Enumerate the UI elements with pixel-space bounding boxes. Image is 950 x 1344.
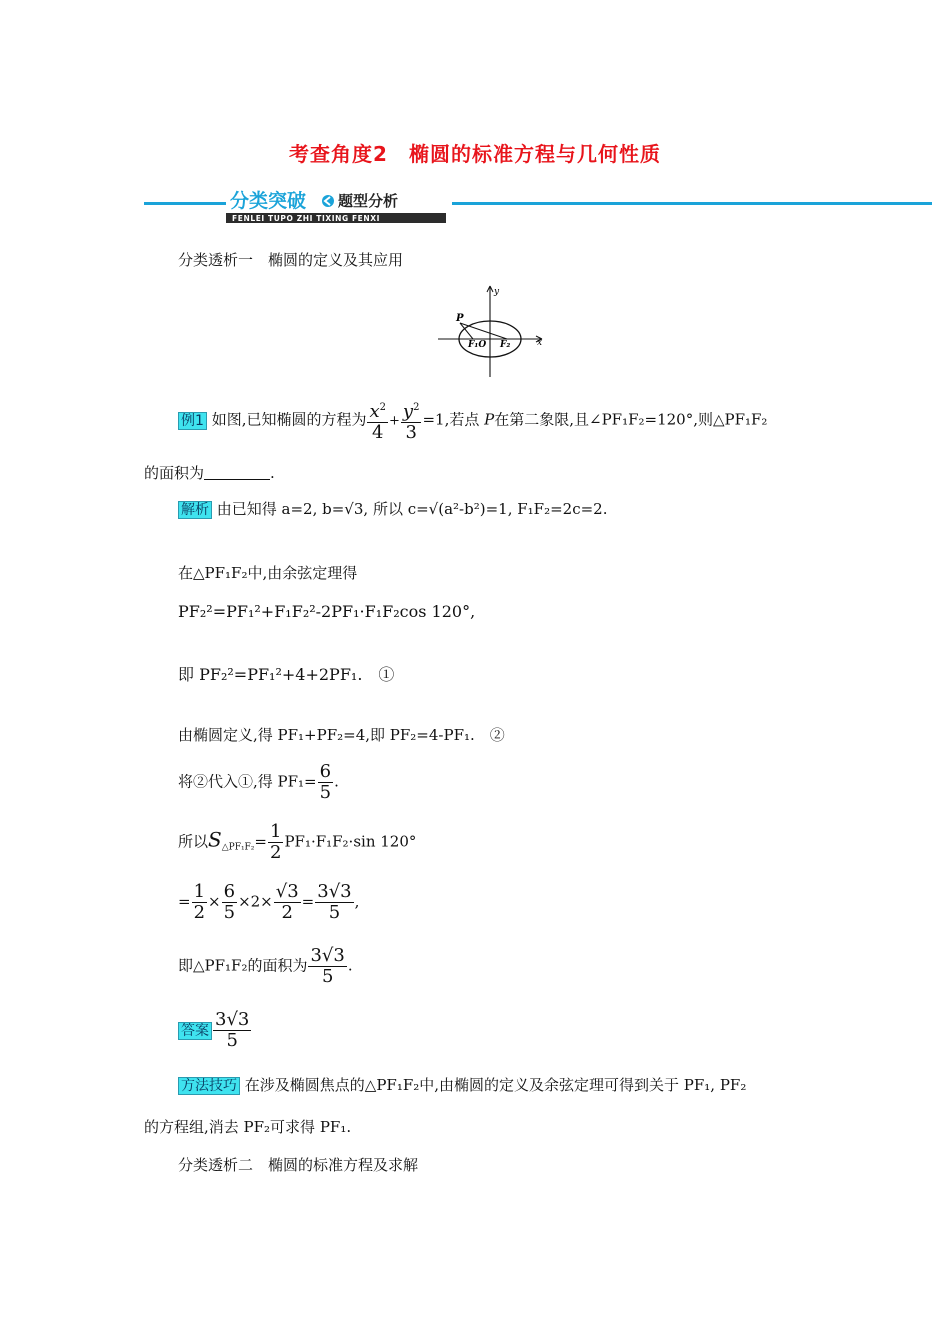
analysis-line-1 <box>178 498 607 519</box>
analysis-l7a: 所以 <box>178 832 209 851</box>
ellipse-figure <box>436 283 548 379</box>
analysis-line-7: 所以$S_{\triangle PF_1F_2}=$ $\frac{1}{2}$ PF₁·F₁F₂·sin 120° <box>178 821 417 863</box>
banner-title: 分类突破 <box>230 190 307 212</box>
banner-pinyin: FENLEI TUPO ZHI TIXING FENXI <box>232 214 381 223</box>
example-end: . <box>270 464 275 482</box>
fraction-x2-4: $\frac{x^2}{4}$ <box>367 398 388 443</box>
analysis-line-6: 将②代入①,得 PF₁= $\frac{6}{5}$ . <box>178 761 339 803</box>
focus-f1-label: F₁O <box>468 340 487 350</box>
example-line-2 <box>144 462 275 483</box>
analysis-l5: 由椭圆定义,得 PF₁+PF₂=4,即 PF₂=4-PF₁. ② <box>178 726 505 744</box>
x-axis-label: x <box>537 338 543 348</box>
analysis-l9: 即△PF₁F₂的面积为 <box>178 956 308 975</box>
fraction-y2-3: $\frac{y^2}{3}$ <box>401 398 422 443</box>
analysis-l7b: PF₁·F₁F₂·sin 120° <box>284 832 417 851</box>
section-heading-1: 分类透析一 椭圆的定义及其应用 <box>178 251 404 269</box>
answer-value: $\frac{3√3}{5}$ <box>215 1009 250 1051</box>
analysis-l4: 即 PF₂²=PF₁²+4+2PF₁. ① <box>178 665 395 684</box>
banner-rule-right <box>452 202 932 205</box>
analysis-l2: 在△PF₁F₂中,由余弦定理得 <box>178 564 358 582</box>
example-1: 例1 如图,已知椭圆的方程为 $\frac{x^2}{4}$ + $\frac{y^2}{3}$ =1,若点 P在第二象限,且∠PF₁F₂=120°,则△PF₁F₂ <box>178 398 767 443</box>
method-tag: 方法技巧 <box>178 1077 240 1095</box>
section-banner <box>226 186 448 224</box>
focus-f2-label: F₂ <box>500 340 511 350</box>
fraction-6-5: $\frac{6}{5}$ <box>319 761 332 803</box>
banner-rule-left <box>144 202 228 205</box>
analysis-l6: 将②代入①,得 PF₁= <box>178 772 317 791</box>
answer-line <box>178 1010 252 1051</box>
method-line-1 <box>178 1074 746 1095</box>
analysis-line-9: 即△PF₁F₂的面积为 $\frac{3√3}{5}$ . <box>178 945 353 987</box>
analysis-l1: 由已知得 a=2, b=√3, 所以 c=√(a²-b²)=1, F₁F₂=2c=2. <box>216 500 608 518</box>
analysis-tag: 解析 <box>178 501 212 519</box>
example-text-a: 如图,已知椭圆的方程为 <box>211 410 367 429</box>
point-p: P <box>484 410 495 429</box>
example-line-2-text: 的面积为 <box>144 464 205 482</box>
answer-tag: 答案 <box>178 1022 212 1040</box>
y-axis-label: y <box>494 287 500 297</box>
section-heading-2: 分类透析二 椭圆的标准方程及求解 <box>178 1156 419 1174</box>
analysis-l3: PF₂²=PF₁²+F₁F₂²-2PF₁·F₁F₂cos 120°, <box>178 602 476 621</box>
fraction-3sqrt3-5: $\frac{3√3}{5}$ <box>317 881 352 923</box>
fraction-1-2: $\frac{1}{2}$ <box>269 821 282 863</box>
example-tag: 例1 <box>178 412 207 430</box>
example-text-c: 在第二象限,且∠PF₁F₂=120°,则△PF₁F₂ <box>494 410 768 429</box>
method-l2: 的方程组,消去 PF₂可求得 PF₁. <box>144 1118 352 1136</box>
analysis-line-8: = $\frac{1}{2}$ × $\frac{6}{5}$ ×2× $\frac{√3}{2}$ = $\frac{3√3}{5}$ , <box>178 881 360 923</box>
page-title: 考查角度2 椭圆的标准方程与几何性质 <box>289 142 661 166</box>
banner-subtitle: 题型分析 <box>338 192 399 210</box>
method-l1: 在涉及椭圆焦点的△PF₁F₂中,由椭圆的定义及余弦定理可得到关于 PF₁, PF₂ <box>244 1076 747 1094</box>
point-p-label: P <box>456 313 464 324</box>
answer-blank <box>204 465 270 480</box>
example-text-b: =1,若点 <box>422 410 480 429</box>
